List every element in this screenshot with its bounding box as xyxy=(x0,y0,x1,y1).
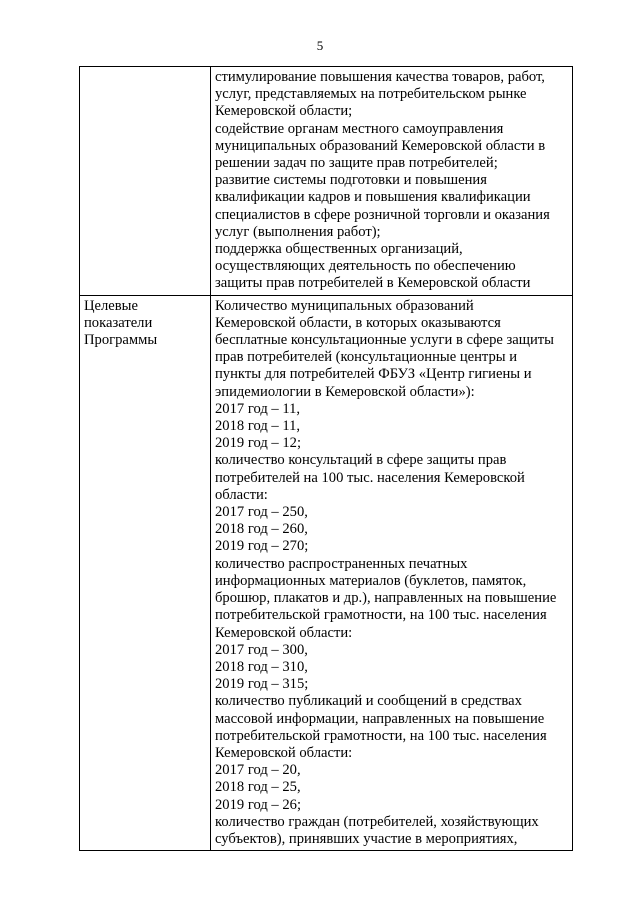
content-line: 2017 год – 20, xyxy=(215,762,301,779)
content-line: 2018 год – 11, xyxy=(215,418,301,435)
content-line: 2018 год – 25, xyxy=(215,779,301,796)
content-line: Кемеровской области: xyxy=(215,624,353,641)
content-line: бесплатные консультационные услуги в сфере защиты xyxy=(215,332,554,349)
content-line: стимулирование повышения качества товаров, работ, xyxy=(215,69,545,85)
content-line: информационных материалов (буклетов, памяток, xyxy=(215,572,527,589)
content-line: количество распространенных печатных xyxy=(215,555,468,572)
content-line: брошюр, плакатов и др.), направленных на повышение xyxy=(215,590,557,607)
content-line: прав потребителей (консультационные центры и xyxy=(215,349,518,366)
row-label-line: Целевые xyxy=(84,297,138,314)
content-line: квалификации кадров и повышения квалификации xyxy=(215,189,531,206)
content-line: Кемеровской области, в которых оказываются xyxy=(215,314,501,331)
content-line: 2018 год – 310, xyxy=(215,658,308,675)
content-line: 2019 год – 315; xyxy=(215,676,309,693)
content-line: эпидемиологии в Кемеровской области»): xyxy=(215,383,475,400)
row-content-cell xyxy=(211,67,573,296)
row-label-cell xyxy=(80,67,211,296)
content-line: потребителей на 100 тыс. населения Кемеровской xyxy=(215,469,525,486)
content-line: специалистов в сфере розничной торговли и оказания xyxy=(215,206,550,223)
content-line: массовой информации, направленных на повышение xyxy=(215,710,545,727)
content-line: защиты прав потребителей в Кемеровской области xyxy=(215,275,531,292)
content-line: субъектов), принявших участие в мероприятиях, xyxy=(215,830,518,847)
page-number: 5 xyxy=(316,38,324,53)
content-line: 2019 год – 26; xyxy=(215,796,302,813)
content-line: развитие системы подготовки и повышения xyxy=(215,172,487,189)
content-line: осуществляющих деятельность по обеспечению xyxy=(215,258,516,275)
content-line: решении задач по защите прав потребителей; xyxy=(215,155,498,172)
program-passport-table xyxy=(79,66,573,851)
content-line: услуг (выполнения работ); xyxy=(215,223,381,240)
content-line: поддержка общественных организаций, xyxy=(215,241,463,258)
content-line: количество консультаций в сфере защиты прав xyxy=(215,452,507,469)
table-row-target-indicators xyxy=(80,295,573,851)
content-line: Кемеровской области: xyxy=(215,744,353,761)
content-line: содействие органам местного самоуправления xyxy=(215,120,504,137)
table-row-tasks xyxy=(80,67,573,296)
content-line: 2017 год – 11, xyxy=(215,400,301,417)
content-line: количество публикаций и сообщений в средствах xyxy=(215,693,522,710)
content-line: 2017 год – 300, xyxy=(215,641,308,658)
content-line: области: xyxy=(215,486,268,503)
content-line: потребительской грамотности, на 100 тыс. населения xyxy=(215,727,547,744)
row-label-line: Программы xyxy=(84,332,158,349)
row-label-cell xyxy=(80,295,211,851)
row-label-line: показатели xyxy=(84,314,153,331)
content-line: пункты для потребителей ФБУЗ «Центр гигиены и xyxy=(215,366,532,383)
content-line: 2018 год – 260, xyxy=(215,521,308,538)
row-content-cell xyxy=(211,295,573,851)
content-line: 2019 год – 270; xyxy=(215,538,309,555)
content-line: 2019 год – 12; xyxy=(215,435,302,452)
content-line: Количество муниципальных образований xyxy=(215,297,474,314)
content-line: услуг, представляемых на потребительском рынке xyxy=(215,86,527,103)
content-line: муниципальных образований Кемеровской области в xyxy=(215,137,546,154)
content-line: потребительской грамотности, на 100 тыс. населения xyxy=(215,607,547,624)
content-line: 2017 год – 250, xyxy=(215,504,308,521)
content-line: количество граждан (потребителей, хозяйствующих xyxy=(215,813,539,830)
content-line: Кемеровской области; xyxy=(215,103,353,120)
